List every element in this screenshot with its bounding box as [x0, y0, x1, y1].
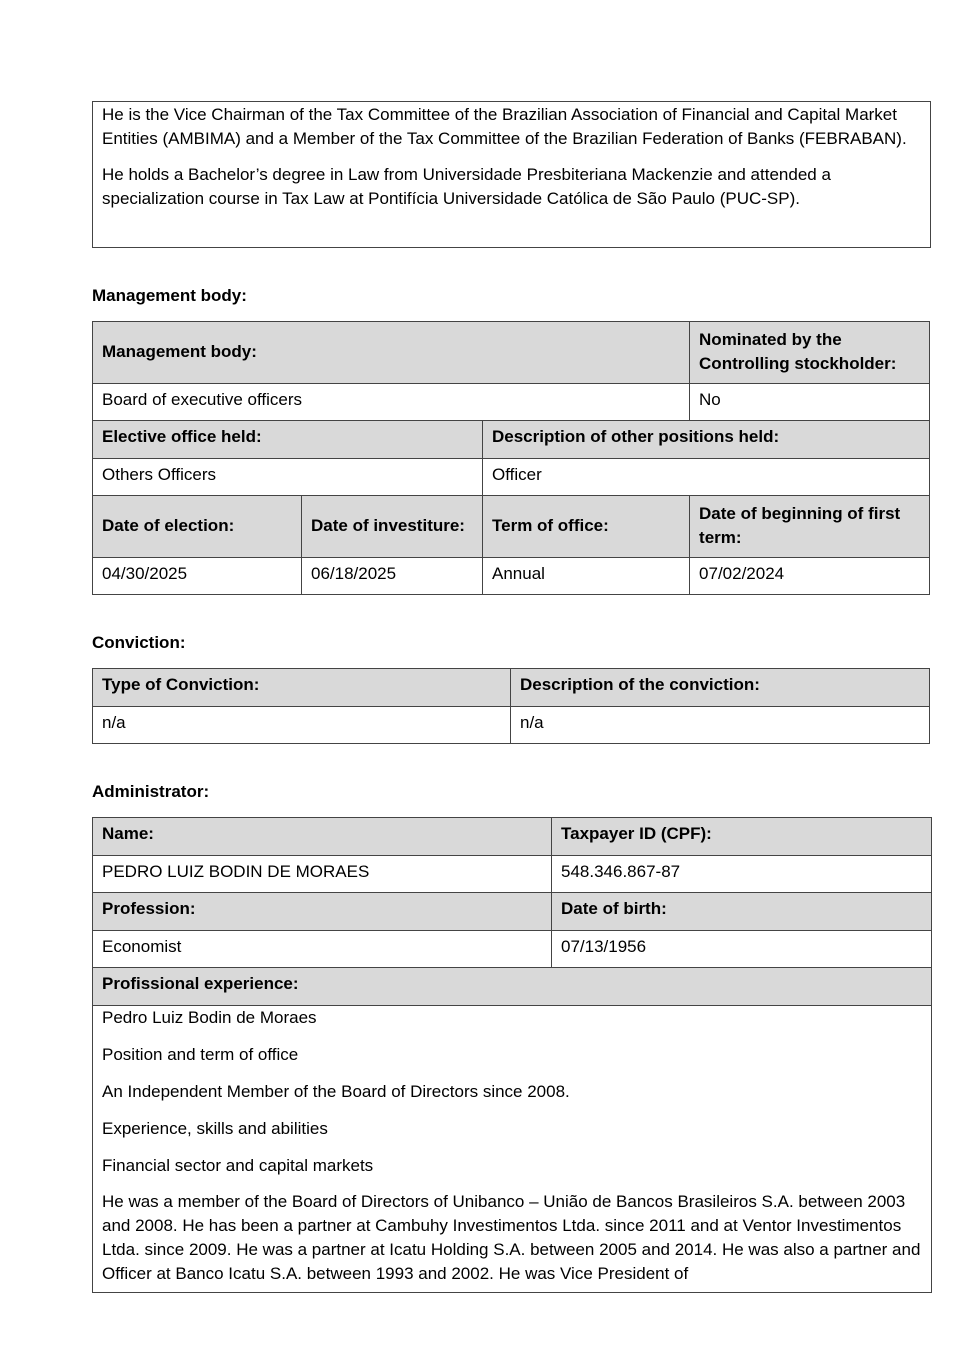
header-management-body: Management body:	[93, 322, 690, 384]
other-positions-value: Officer	[483, 459, 930, 496]
date-first-term-value: 07/02/2024	[690, 558, 930, 595]
cpf-value: 548.346.867-87	[552, 856, 932, 893]
date-election-value: 04/30/2025	[93, 558, 302, 595]
management-section-label: Management body:	[92, 286, 247, 305]
header-date-investiture: Date of investiture:	[302, 496, 483, 558]
experience-cell	[93, 1006, 932, 1293]
conviction-description-value: n/a	[511, 707, 930, 744]
birth-value: 07/13/1956	[552, 931, 932, 968]
header-other-positions: Description of other positions held:	[483, 421, 930, 459]
profession-value: Economist	[93, 931, 552, 968]
header-experience: Profissional experience:	[93, 968, 932, 1006]
conviction-table	[92, 668, 930, 744]
administrator-table	[92, 817, 932, 1293]
header-profession: Profession:	[93, 893, 552, 931]
header-elective-office: Elective office held:	[93, 421, 483, 459]
header-conviction-type: Type of Conviction:	[93, 669, 511, 707]
experience-line: Financial sector and capital markets	[102, 1156, 374, 1175]
administrator-section-label: Administrator:	[92, 782, 210, 801]
term-office-value: Annual	[483, 558, 690, 595]
previous-bio-box	[92, 101, 931, 248]
management-body-value: Board of executive officers	[93, 384, 690, 421]
bio-paragraph: He holds a Bachelor’s degree in Law from Universidade Presbiteriana Mackenzie and attended a specialization course in Tax Law at Pontifícia Universidade Católica de São Paulo (PUC-SP).	[102, 165, 831, 208]
elective-office-value: Others Officers	[93, 459, 483, 496]
conviction-type-value: n/a	[93, 707, 511, 744]
experience-line: An Independent Member of the Board of Directors since 2008.	[102, 1082, 570, 1101]
conviction-section-label: Conviction:	[92, 633, 186, 652]
date-investiture-value: 06/18/2025	[302, 558, 483, 595]
header-birth: Date of birth:	[552, 893, 932, 931]
header-name: Name:	[93, 818, 552, 856]
management-table	[92, 321, 930, 595]
experience-line: Pedro Luiz Bodin de Moraes	[102, 1008, 317, 1027]
header-date-first-term: Date of beginning of first term:	[690, 496, 930, 558]
header-term-office: Term of office:	[483, 496, 690, 558]
name-value: PEDRO LUIZ BODIN DE MORAES	[93, 856, 552, 893]
experience-line: Position and term of office	[102, 1045, 299, 1064]
experience-line: Experience, skills and abilities	[102, 1119, 328, 1138]
header-conviction-description: Description of the conviction:	[511, 669, 930, 707]
header-cpf: Taxpayer ID (CPF):	[552, 818, 932, 856]
bio-paragraph: He is the Vice Chairman of the Tax Committee of the Brazilian Association of Financial and Capital Market Entities (AMBIMA) and a Member of the Tax Committee of the Brazilian Federation of Banks (FEBRABAN).	[102, 105, 907, 148]
experience-paragraph: He was a member of the Board of Directors of Unibanco – União de Bancos Brasileiros S.A. between 2003 and 2008. He has been a partner at Cambuhy Investimentos Ltda. since 2011 and at Ventor Investimentos Ltda. since 2009. He was a partner at Icatu Holding S.A. between 2005 and 2014. He was also a partner and Officer at Banco Icatu S.A. between 1993 and 2002. He was Vice President of	[102, 1192, 921, 1283]
header-date-election: Date of election:	[93, 496, 302, 558]
nominated-value: No	[690, 384, 930, 421]
header-nominated: Nominated by the Controlling stockholder:	[690, 322, 930, 384]
